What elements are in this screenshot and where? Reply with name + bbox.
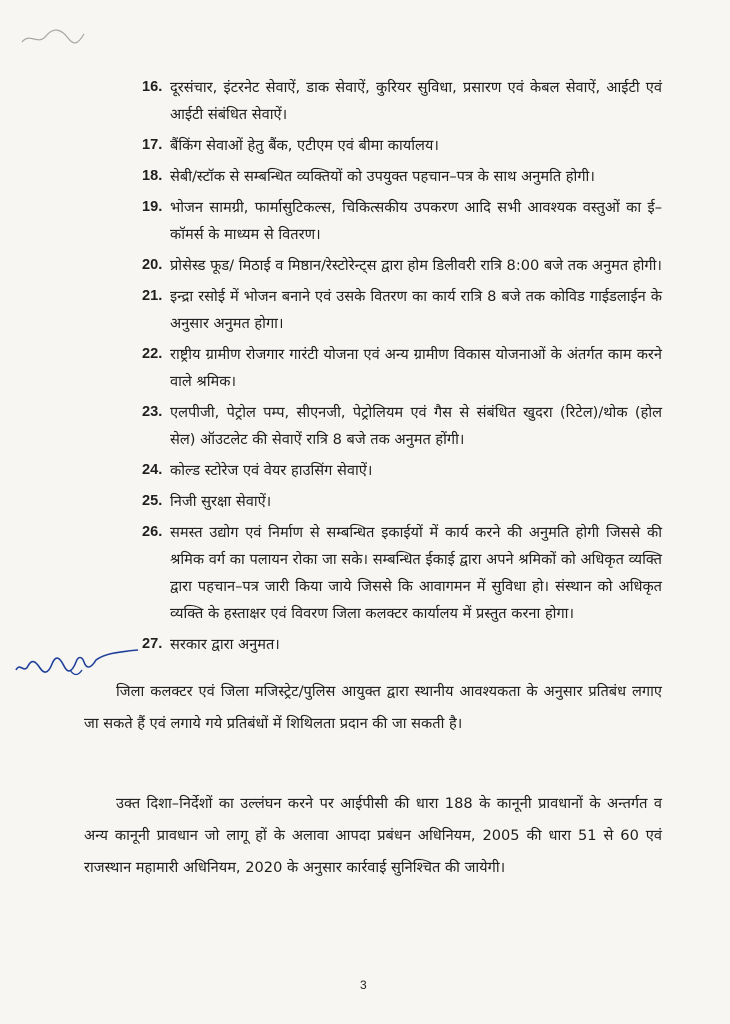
item-number: 18. <box>142 168 163 184</box>
list-item <box>142 457 662 484</box>
item-number: 25. <box>142 493 163 509</box>
item-text: सेबी/स्टॉक से सम्बन्धित व्यक्तियों को उपयुक्त पहचान–पत्र के साथ अनुमति होगी। <box>170 168 595 185</box>
item-text: दूरसंचार, इंटरनेट सेवाऐं, डाक सेवाऐं, कुरियर सुविधा, प्रसारण एवं केबल सेवाऐं, आईटी एवं आईटी संबंधित सेवाऐं। <box>170 79 662 123</box>
item-text: कोल्ड स्टोरेज एवं वेयर हाउसिंग सेवाऐं। <box>170 462 373 479</box>
item-text: सरकार द्वारा अनुमत। <box>170 636 280 653</box>
item-number: 27. <box>142 636 163 652</box>
numbered-list <box>142 74 662 662</box>
item-number: 22. <box>142 346 163 362</box>
signature-mark <box>12 640 142 680</box>
item-text: भोजन सामग्री, फार्मासुटिकल्स, चिकित्सकीय उपकरण आदि सभी आवश्यक वस्तुओं का ई–कॉमर्स के माध्यम से वितरण। <box>170 199 662 243</box>
list-item <box>142 341 662 395</box>
list-item <box>142 252 662 279</box>
list-item <box>142 488 662 515</box>
handwritten-mark <box>18 22 88 52</box>
list-item <box>142 519 662 627</box>
item-number: 26. <box>142 524 163 540</box>
item-text: बैंकिंग सेवाओं हेतु बैंक, एटीएम एवं बीमा कार्यालय। <box>170 137 439 154</box>
item-text: प्रोसेस्ड फूड/ मिठाई व मिष्ठान/रेस्टोरेन्ट्स द्वारा होम डिलीवरी रात्रि 8:00 बजे तक अनुमत होगी। <box>170 257 662 274</box>
list-item <box>142 399 662 453</box>
item-number: 19. <box>142 199 163 215</box>
paragraph-penalties: उक्त दिशा–निर्देशों का उल्लंघन करने पर आईपीसी की धारा 188 के कानूनी प्रावधानों के अन्तर्गत व अन्य कानूनी प्रावधान जो लागू हों के अलावा आपदा प्रबंधन अधिनियम, 2005 की धारा 51 से 60 एवं राजस्थान महामारी अधिनियम, 2020 के अनुसार कार्रवाई सुनिश्चित की जायेगी। <box>84 795 662 876</box>
list-item <box>142 132 662 159</box>
item-text: राष्ट्रीय ग्रामीण रोजगार गारंटी योजना एवं अन्य ग्रामीण विकास योजनाओं के अंतर्गत काम करने वाले श्रमिक। <box>170 346 662 390</box>
page-number: 3 <box>360 978 367 992</box>
item-number: 24. <box>142 462 163 478</box>
list-item <box>142 74 662 128</box>
paragraph-restrictions: जिला कलक्टर एवं जिला मजिस्ट्रेट/पुलिस आयुक्त द्वारा स्थानीय आवश्यकता के अनुसार प्रतिबंध लगाए जा सकते हैं एवं लगाये गये प्रतिबंधों में शिथिलता प्रदान की जा सकती है। <box>84 683 662 732</box>
item-text: इन्द्रा रसोई में भोजन बनाने एवं उसके वितरण का कार्य रात्रि 8 बजे तक कोविड गाईडलाईन के अनुसार अनुमत होगा। <box>170 288 662 332</box>
item-text: एलपीजी, पेट्रोल पम्प, सीएनजी, पेट्रोलियम एवं गैस से संबंधित खुदरा (रिटेल)/थोक (होल सेल) ऑउटलेट की सेवाऐं रात्रि 8 बजे तक अनुमत होंगी। <box>170 404 662 448</box>
item-text: निजी सुरक्षा सेवाऐं। <box>170 493 272 510</box>
item-number: 20. <box>142 257 163 273</box>
item-number: 16. <box>142 79 163 95</box>
list-item <box>142 194 662 248</box>
list-item <box>142 631 662 658</box>
item-text: समस्त उद्योग एवं निर्माण से सम्बन्धित इकाईयों में कार्य करने की अनुमति होगी जिससे की श्रमिक वर्ग का पलायन रोका जा सके। सम्बन्धित ईकाई द्वारा अपने श्रमिकों को अधिकृत व्यक्ति द्वारा पहचान–पत्र जारी किया जाये जिससे कि आवागमन में सुविधा हो। संस्थान को अधिकृत व्यक्ति के हस्ताक्षर एवं विवरण जिला कलक्टर कार्यालय में प्रस्तुत करना होगा। <box>170 524 662 622</box>
list-item <box>142 163 662 190</box>
item-number: 23. <box>142 404 163 420</box>
item-number: 17. <box>142 137 163 153</box>
list-item <box>142 283 662 337</box>
item-number: 21. <box>142 288 163 304</box>
